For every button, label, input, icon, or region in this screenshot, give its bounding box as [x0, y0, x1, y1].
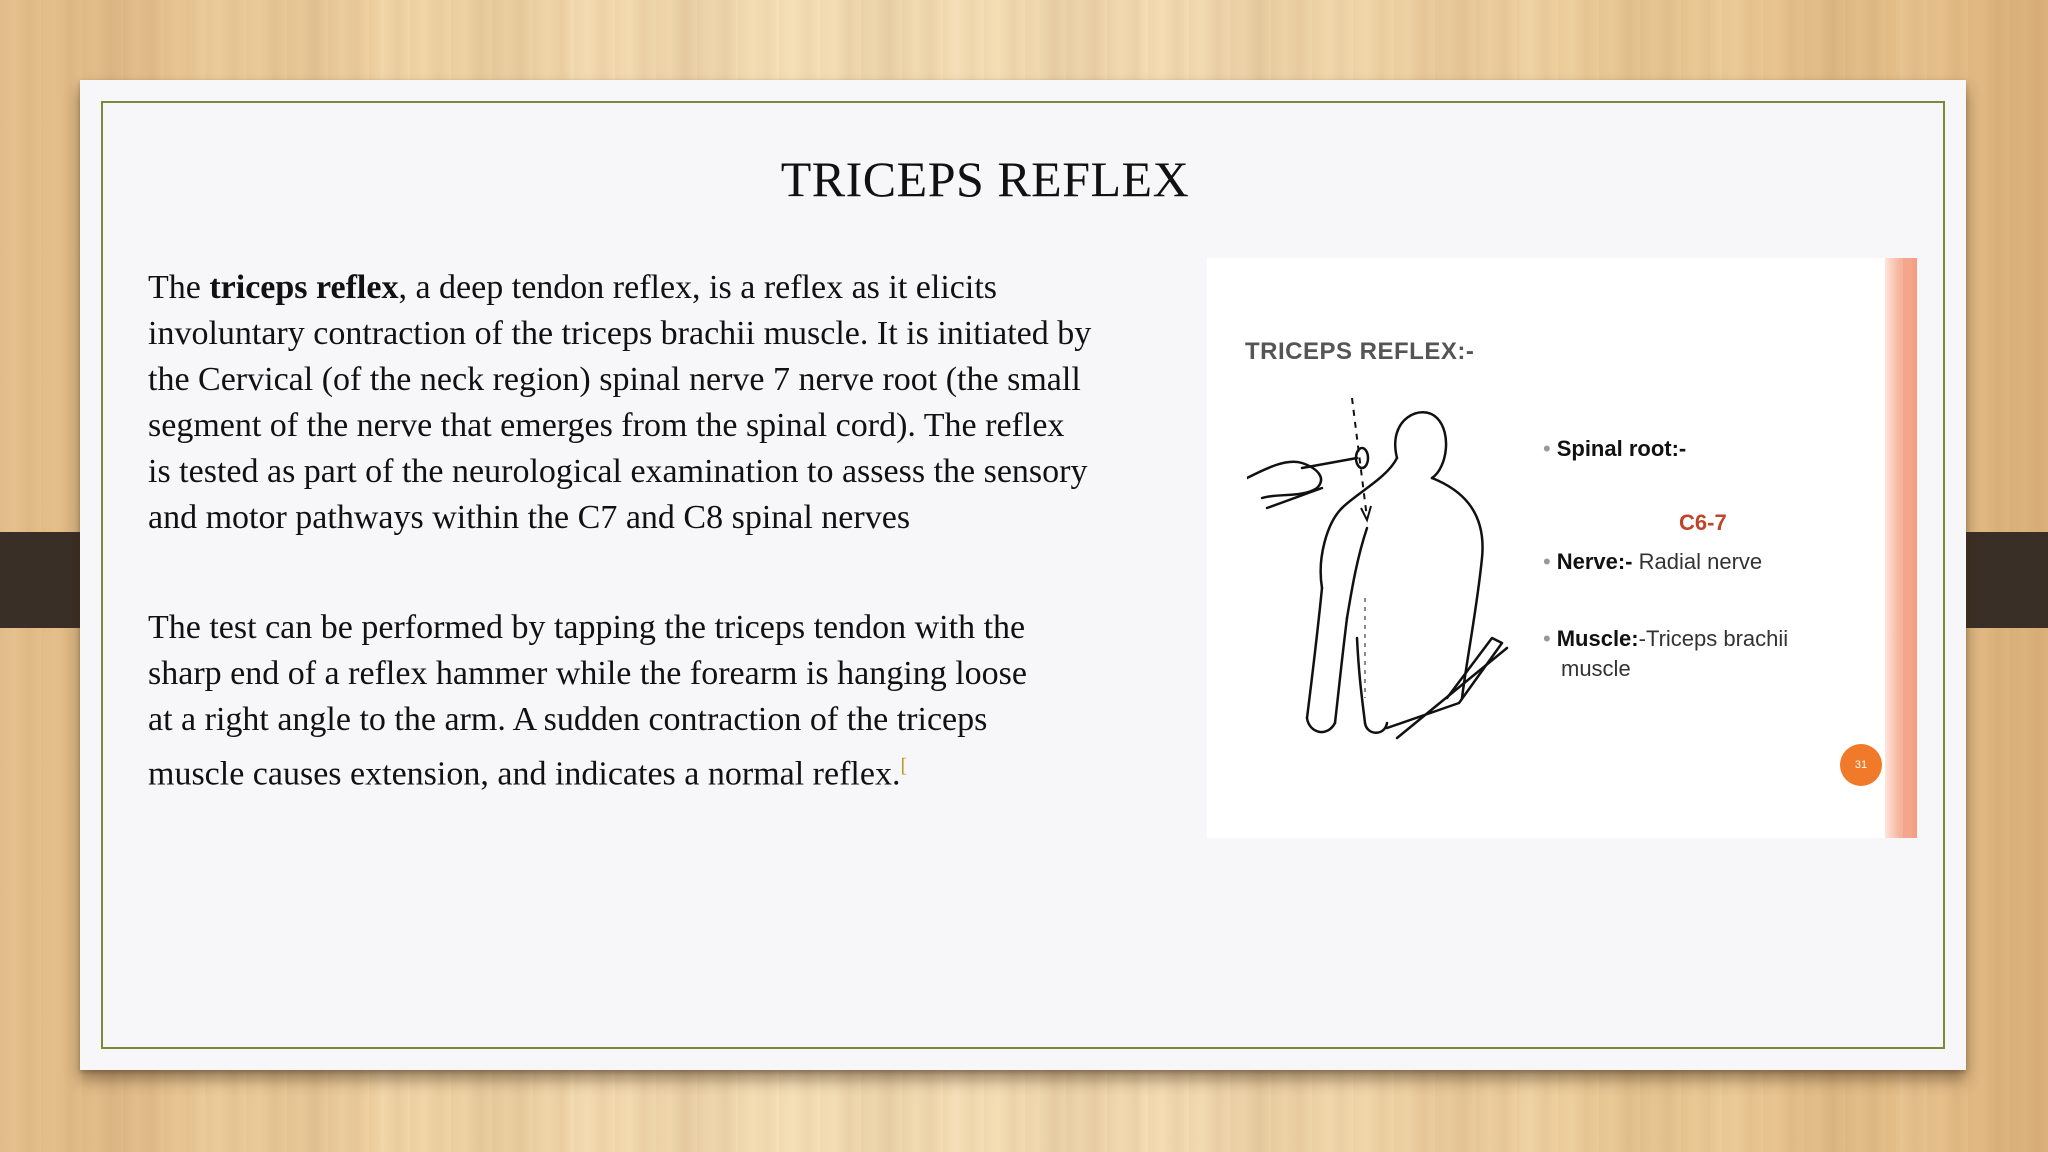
figure-title: TRICEPS REFLEX:-: [1245, 338, 1475, 365]
slide-body: [148, 265, 1268, 797]
paragraph-2: The test can be performed by tapping the triceps tendon with the sharp end of a reflex hammer while the forearm is hanging loose at a right angle to the arm. A sudden contraction of the triceps muscle causes extension, and indicates a normal reflex.[: [148, 609, 1027, 793]
slide-title: TRICEPS REFLEX: [780, 151, 1190, 207]
arm-reflex-illustration: [1247, 398, 1537, 758]
figure-side-stripe-line: [1903, 258, 1909, 838]
footnote-link[interactable]: [: [900, 755, 908, 777]
bold-term: triceps reflex: [209, 269, 399, 306]
figure-muscle: • Muscle:-Triceps brachii muscle: [1543, 626, 1789, 681]
figure-nerve: • Nerve:- Radial nerve: [1543, 549, 1763, 574]
figure-c6-7: C6-7: [1679, 510, 1727, 535]
slide: [80, 80, 1966, 1070]
triceps-reflex-figure: [1207, 258, 1917, 838]
figure-side-stripe: [1885, 258, 1917, 838]
page-number-badge: 31: [1840, 744, 1882, 786]
paragraph-1: The triceps reflex, a deep tendon reflex, is a reflex as it elicits involuntary contraction of the triceps brachii muscle. It is initiated by the Cervical (of the neck region) spinal nerve 7 nerve root (the small segment of the nerve that emerges from the spinal cord). The reflex is tested as part of the neurological examination to assess the sensory and motor pathways within the C7 and C8 spinal nerves: [148, 269, 1092, 536]
figure-spinal-root: • Spinal root:-: [1543, 436, 1687, 461]
